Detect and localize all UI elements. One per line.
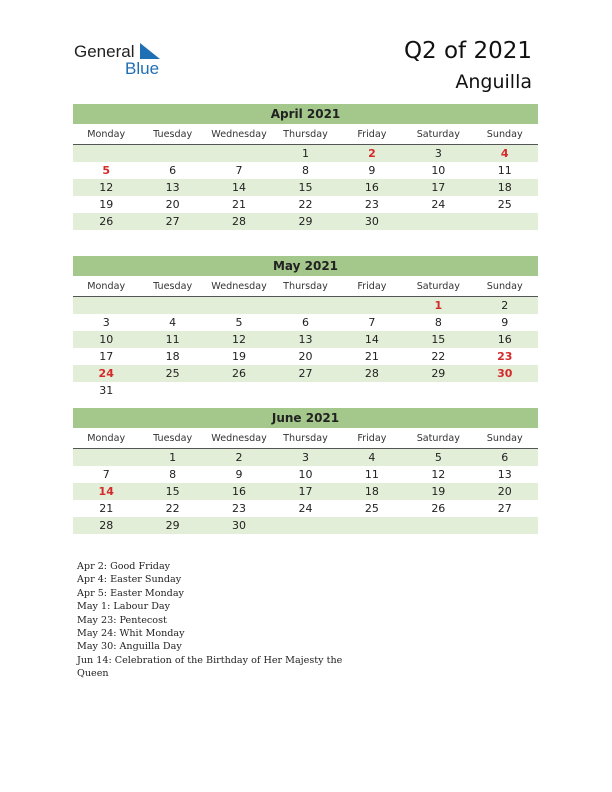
day-cell: 11 [165,333,180,346]
day-cell: 20 [165,198,180,211]
day-cell: 2 [235,451,243,464]
day-cell: 28 [232,215,247,228]
day-cell: 19 [431,485,446,498]
weekday-label: Thursday [283,433,328,444]
week-row [73,449,538,466]
day-cell: 25 [165,367,180,380]
weekday-label: Sunday [486,129,523,140]
day-cell: 10 [99,333,114,346]
day-cell: 9 [368,164,376,177]
week-row [73,213,538,230]
day-cell: 13 [497,468,512,481]
day-cell: 1 [301,147,309,160]
week-row [73,382,538,399]
day-cell: 15 [431,333,446,346]
day-cell: 29 [431,367,446,380]
weekday-label: Tuesday [153,129,193,140]
day-cell: 10 [431,164,446,177]
weekday-label: Thursday [283,129,328,140]
day-cell: 18 [165,350,180,363]
day-cell: 3 [102,316,110,329]
week-row [73,297,538,314]
day-cell [339,382,405,399]
weekday-label: Tuesday [153,281,193,292]
day-cell [405,517,471,534]
logo-blue-text: Blue [125,59,160,78]
day-cell [272,297,338,314]
day-cell: 30 [232,519,247,532]
week-row [73,483,538,500]
month-title: April 2021 [73,104,538,124]
weekday-label: Friday [357,281,387,292]
week-row [73,162,538,179]
logo-general-text: General [74,42,135,61]
day-cell: 19 [99,198,114,211]
holiday-day-cell: 24 [98,367,114,380]
day-cell [139,297,205,314]
holiday-note: Apr 5: Easter Monday [77,587,184,599]
day-cell: 21 [364,350,379,363]
day-cell: 6 [169,164,177,177]
day-cell [472,213,538,230]
day-cell: 27 [298,367,313,380]
day-cell: 9 [235,468,243,481]
week-row [73,179,538,196]
weekday-label: Wednesday [211,129,267,140]
holiday-day-cell: 4 [500,147,509,160]
day-cell: 29 [165,519,180,532]
day-cell [272,517,338,534]
week-row [73,145,538,162]
day-cell: 16 [497,333,512,346]
day-cell: 12 [431,468,446,481]
holiday-note: Apr 4: Easter Sunday [77,574,182,586]
day-cell: 23 [364,198,379,211]
day-cell: 30 [364,215,379,228]
holiday-day-cell: 2 [368,147,376,160]
page-title: Q2 of 2021 [403,38,532,64]
holiday-note: Jun 14: Celebration of the Birthday of Her Majesty the Queen [77,654,343,680]
day-cell: 25 [497,198,512,211]
day-cell [339,297,405,314]
weekday-label: Wednesday [211,433,267,444]
day-cell: 8 [169,468,177,481]
day-cell: 20 [298,350,313,363]
day-cell: 3 [434,147,442,160]
week-row [73,365,538,382]
day-cell: 21 [232,198,247,211]
weekday-label: Wednesday [211,281,267,292]
day-cell [139,382,205,399]
day-cell [206,297,272,314]
day-cell: 7 [235,164,243,177]
weekday-label: Sunday [486,433,523,444]
day-cell: 2 [501,299,509,312]
day-cell [73,145,139,162]
day-cell: 16 [232,485,247,498]
holiday-day-cell: 1 [434,299,443,312]
day-cell [206,382,272,399]
day-cell [472,517,538,534]
weekday-label: Saturday [416,433,460,444]
week-row [73,500,538,517]
weekday-label: Sunday [486,281,523,292]
day-cell: 15 [165,485,180,498]
day-cell: 17 [298,485,313,498]
day-cell: 5 [235,316,243,329]
week-row [73,196,538,213]
day-cell: 12 [99,181,114,194]
day-cell: 26 [431,502,446,515]
holiday-note: Apr 2: Good Friday [77,561,171,572]
weekday-label: Saturday [416,129,460,140]
holiday-notes [77,560,357,681]
day-cell: 22 [431,350,446,363]
day-cell: 16 [364,181,379,194]
day-cell: 31 [99,384,114,397]
day-cell: 6 [501,451,509,464]
day-cell: 9 [501,316,509,329]
day-cell: 6 [301,316,309,329]
day-cell: 3 [301,451,309,464]
day-cell: 23 [232,502,247,515]
day-cell: 28 [364,367,379,380]
day-cell: 8 [301,164,309,177]
day-cell: 18 [497,181,512,194]
day-cell: 11 [497,164,512,177]
day-cell: 21 [99,502,114,515]
holiday-note: May 1: Labour Day [77,601,171,613]
weekday-header-row [73,279,538,297]
calendar-april [73,104,538,230]
holiday-note: May 23: Pentecost [77,614,167,626]
week-row [73,517,538,534]
holiday-note: May 30: Anguilla Day [77,641,182,653]
day-cell [139,145,205,162]
weekday-label: Monday [87,281,126,292]
day-cell [73,297,139,314]
holiday-day-cell: 23 [497,350,513,363]
weekday-label: Thursday [283,281,328,292]
day-cell: 24 [298,502,313,515]
day-cell: 15 [298,181,313,194]
day-cell: 4 [368,451,376,464]
day-cell: 7 [368,316,376,329]
day-cell: 17 [431,181,446,194]
month-title: June 2021 [73,408,538,428]
week-row [73,314,538,331]
day-cell: 20 [497,485,512,498]
day-cell: 5 [434,451,442,464]
day-cell [73,449,139,466]
day-cell [405,382,471,399]
calendar-may [73,256,538,399]
day-cell [472,382,538,399]
week-row [73,348,538,365]
weekday-label: Tuesday [153,433,193,444]
day-cell: 22 [298,198,313,211]
day-cell: 11 [364,468,379,481]
day-cell: 25 [364,502,379,515]
week-row [73,331,538,348]
week-row [73,466,538,483]
day-cell: 7 [102,468,110,481]
day-cell: 12 [232,333,247,346]
calendar-june [73,408,538,534]
day-cell: 14 [364,333,379,346]
holiday-day-cell: 14 [98,485,114,498]
day-cell: 8 [434,316,442,329]
weekday-label: Monday [87,433,126,444]
holiday-note: May 24: Whit Monday [77,628,185,640]
day-cell: 26 [232,367,247,380]
day-cell [339,517,405,534]
day-cell [272,382,338,399]
day-cell: 10 [298,468,313,481]
day-cell: 18 [364,485,379,498]
holiday-day-cell: 5 [102,164,111,177]
weekday-label: Friday [357,433,387,444]
day-cell: 29 [298,215,313,228]
weekday-label: Monday [87,129,126,140]
month-title: May 2021 [73,256,538,276]
weekday-label: Saturday [416,281,460,292]
day-cell: 13 [298,333,313,346]
weekday-header-row [73,127,538,145]
day-cell: 24 [431,198,446,211]
weekday-header-row [73,431,538,449]
day-cell: 26 [99,215,114,228]
day-cell: 1 [169,451,177,464]
weekday-label: Friday [357,129,387,140]
day-cell: 28 [99,519,114,532]
day-cell: 14 [232,181,247,194]
day-cell: 22 [165,502,180,515]
day-cell: 27 [497,502,512,515]
day-cell: 17 [99,350,114,363]
day-cell: 19 [232,350,247,363]
day-cell [405,213,471,230]
holiday-day-cell: 30 [497,367,513,380]
day-cell: 4 [169,316,177,329]
day-cell: 27 [165,215,180,228]
page-subtitle: Anguilla [455,71,532,93]
day-cell [206,145,272,162]
day-cell: 13 [165,181,180,194]
